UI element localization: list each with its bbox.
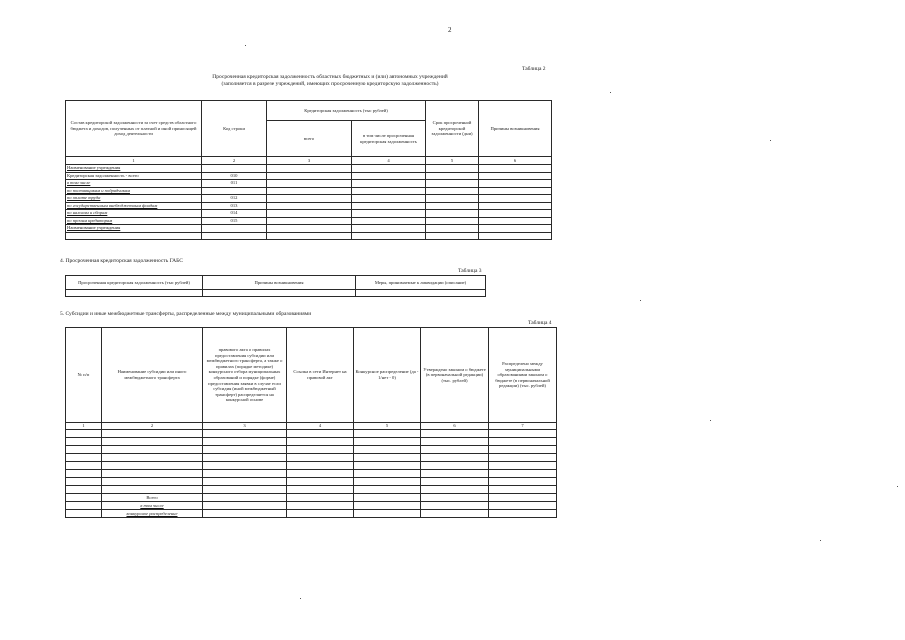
table4-cell (489, 510, 557, 518)
page-number: 2 (448, 26, 452, 34)
table2-label: Таблица 2 (522, 66, 546, 72)
table2-colnum: 2 (202, 157, 267, 165)
table4-cell (203, 430, 287, 438)
table4-cell (66, 494, 102, 502)
table4-cell (421, 486, 489, 494)
table2-cell (426, 232, 479, 240)
table2-cell (267, 202, 352, 210)
table2-row-name: в том числе (66, 180, 202, 188)
table4-cell (102, 462, 203, 470)
table2-row-name: Наименование учреждения (66, 225, 202, 233)
table2-cell (352, 187, 426, 195)
table2-cell (352, 195, 426, 203)
scan-speck (770, 140, 771, 141)
table4-cell (421, 446, 489, 454)
table2-row-name: по оплате труда (66, 195, 202, 203)
table4-cell (287, 470, 354, 478)
table2-cell (479, 187, 552, 195)
table4-summary-label: Всего (102, 494, 203, 502)
table4-row (66, 462, 557, 470)
table4-cell (287, 446, 354, 454)
table4-cell (102, 486, 203, 494)
table2-cell (426, 187, 479, 195)
table2-title (80, 74, 580, 88)
table2-row (66, 172, 552, 180)
table2-cell (479, 202, 552, 210)
table4-cell (66, 446, 102, 454)
table4-cell (489, 446, 557, 454)
table2-cell (267, 225, 352, 233)
table2-header-group: Кредиторская задолженность (тыс рублей) (267, 101, 426, 121)
table4-cell (287, 462, 354, 470)
table4-cell (66, 470, 102, 478)
table3-header-col2: Причины возникновения (203, 276, 356, 290)
table4-cell (489, 494, 557, 502)
table2-cell (352, 180, 426, 188)
table2-cell (352, 217, 426, 225)
table4-cell (354, 502, 421, 510)
table4-cell (489, 430, 557, 438)
table4-row (66, 430, 557, 438)
table4-colnum: 7 (489, 423, 557, 430)
table4-cell (354, 486, 421, 494)
table4-row (66, 478, 557, 486)
table4-cell (203, 446, 287, 454)
table4-cell (421, 510, 489, 518)
table4-cell (66, 454, 102, 462)
table4-cell (287, 502, 354, 510)
table2-row-code: 012 (202, 195, 267, 203)
table2-cell (267, 187, 352, 195)
table2-cell (267, 180, 352, 188)
table2-colnum: 1 (66, 157, 202, 165)
table4-summary-row (66, 494, 557, 502)
table4-cell (421, 470, 489, 478)
table4-row (66, 438, 557, 446)
table2-header-col2: Код строки (202, 101, 267, 157)
table4-cell (203, 502, 287, 510)
table4-cell (421, 438, 489, 446)
table4-summary-label: конкурсное распределение (102, 510, 203, 518)
table2-header-col6: Причины возникновения (479, 101, 552, 157)
table4-cell (421, 502, 489, 510)
table2-row-name: по поставщикам и подрядчикам (66, 187, 202, 195)
table4-cell (354, 438, 421, 446)
table2-row-code (202, 232, 267, 240)
table4-cell (287, 494, 354, 502)
table2-row-name: по налогам и сборам (66, 210, 202, 218)
table4-cell (102, 470, 203, 478)
table2-cell (267, 232, 352, 240)
table4-summary-row (66, 510, 557, 518)
table4-cell (203, 470, 287, 478)
table2-colnum: 6 (479, 157, 552, 165)
table4-cell (203, 494, 287, 502)
table4-body (66, 430, 557, 518)
table2-row (66, 187, 552, 195)
table2-cell (267, 210, 352, 218)
table2-cell (352, 165, 426, 173)
table2-cell (426, 225, 479, 233)
table4-cell (66, 430, 102, 438)
table2-cell (479, 172, 552, 180)
table4-cell (421, 430, 489, 438)
table2-cell (426, 172, 479, 180)
scan-speck (710, 420, 711, 421)
table4-summary-label: в том числе (102, 502, 203, 510)
scan-speck (897, 486, 898, 487)
table4-row (66, 446, 557, 454)
table2-row-name: Кредиторская задолженность - всего (66, 172, 202, 180)
table4-cell (66, 502, 102, 510)
table2-cell (352, 232, 426, 240)
table2-row-code (202, 187, 267, 195)
table2-cell (267, 217, 352, 225)
table2-row-code: 014 (202, 210, 267, 218)
table2-row-code (202, 165, 267, 173)
table2-cell (267, 195, 352, 203)
table4-cell (354, 462, 421, 470)
table2-row (66, 202, 552, 210)
table3-cell (66, 290, 203, 297)
table2-row (66, 225, 552, 233)
table4 (65, 327, 557, 518)
table2-colnum: 4 (352, 157, 426, 165)
table4-cell (102, 438, 203, 446)
table2-row-code: 011 (202, 180, 267, 188)
table4-colnum: 4 (287, 423, 354, 430)
section5-heading: 5. Субсидии и иные межбюджетные трансферты, распределенные между муниципальными образованиями (60, 311, 312, 317)
table2-cell (267, 172, 352, 180)
table2-row-name (66, 232, 202, 240)
table4-cell (287, 454, 354, 462)
table4-cell (287, 510, 354, 518)
table4-cell (203, 478, 287, 486)
table4-header-col3: правового акта о правилах предоставления субсидии или межбюджетного трансферта, а также о правилах (порядке методике) конкурсного отбора муниципальных образований и порядке (форме) предоставления заявки в случае если субсидия (иной межбюджетный трансферт) распределяется на конкурсной основе (203, 328, 287, 423)
table2-cell (479, 217, 552, 225)
table2-cell (479, 210, 552, 218)
table4-cell (421, 462, 489, 470)
table2-row (66, 165, 552, 173)
table4-cell (421, 494, 489, 502)
table2-header-col3: всего (267, 121, 352, 157)
scan-speck (300, 598, 301, 599)
table2-row (66, 210, 552, 218)
table2-title-line2: (заполняется в разрезе учреждений, имеющих просроченную кредиторскую задолженность) (221, 81, 439, 87)
table3-cell (203, 290, 356, 297)
table4-cell (489, 478, 557, 486)
table4-cell (66, 462, 102, 470)
table2-cell (352, 225, 426, 233)
table2-row-code: 015 (202, 217, 267, 225)
table2-colnum: 3 (267, 157, 352, 165)
scan-speck (610, 92, 611, 93)
table4-header-col2: Наименование субсидии или иного межбюджетного трансферта (102, 328, 203, 423)
table4-cell (203, 462, 287, 470)
table2-row-name: Наименование учреждения (66, 165, 202, 173)
table2-cell (426, 210, 479, 218)
table4-cell (203, 510, 287, 518)
table4-cell (102, 454, 203, 462)
table2-cell (479, 165, 552, 173)
table4-cell (489, 438, 557, 446)
table2-row (66, 195, 552, 203)
table4-cell (287, 430, 354, 438)
table4-cell (421, 454, 489, 462)
table4-cell (66, 438, 102, 446)
table4-summary-row (66, 502, 557, 510)
table4-cell (287, 478, 354, 486)
table2-row-name: по прочим кредиторам (66, 217, 202, 225)
table2-row (66, 217, 552, 225)
table2 (65, 100, 552, 240)
table3-header-col3: Меры, принимаемые к ликвидации (описание) (356, 276, 486, 290)
table4-cell (203, 438, 287, 446)
table4-cell (489, 454, 557, 462)
table4-colnum: 1 (66, 423, 102, 430)
table2-header-col4: в том числе просроченная кредиторская задолженность (352, 121, 426, 157)
table2-body (66, 165, 552, 240)
table2-row-code (202, 225, 267, 233)
table4-cell (489, 502, 557, 510)
table2-cell (426, 165, 479, 173)
table4-cell (102, 446, 203, 454)
table4-cell (354, 510, 421, 518)
table2-header-col5: Срок просроченной кредиторской задолженности (дни) (426, 101, 479, 157)
table4-cell (287, 438, 354, 446)
table4-cell (421, 478, 489, 486)
table4-cell (66, 510, 102, 518)
table2-cell (352, 210, 426, 218)
table4-header-col4: Ссылка в сети Интернет на правовой акт (287, 328, 354, 423)
table4-row (66, 470, 557, 478)
table4-label: Таблица 4 (528, 320, 552, 326)
table2-row-name: по государственным внебюджетным фондам (66, 202, 202, 210)
table4-header-col1: № п/п (66, 328, 102, 423)
table2-colnum: 5 (426, 157, 479, 165)
table2-cell (479, 225, 552, 233)
table2-row-code: 013 (202, 202, 267, 210)
table2-cell (352, 202, 426, 210)
table4-cell (102, 478, 203, 486)
scan-speck (245, 45, 246, 46)
table2-cell (479, 232, 552, 240)
table4-cell (354, 478, 421, 486)
table4-cell (203, 454, 287, 462)
table4-row (66, 486, 557, 494)
table4-colnum: 6 (421, 423, 489, 430)
table2-title-line1: Просроченная кредиторская задолженность областных бюджетных и (или) автономных учреждений (212, 74, 448, 80)
table4-cell (489, 470, 557, 478)
table2-cell (479, 180, 552, 188)
table4-cell (489, 486, 557, 494)
scan-speck (820, 540, 821, 541)
table4-cell (489, 462, 557, 470)
table4-header-col6: Утверждено законом о бюджете (в первоначальной редакции) (тыс. рублей) (421, 328, 489, 423)
section4-heading: 4. Просроченная кредиторская задолженность ГАБС (60, 258, 183, 264)
table4-colnum: 2 (102, 423, 203, 430)
table3-label: Таблица 3 (458, 268, 482, 274)
table4-cell (354, 454, 421, 462)
table2-cell (352, 172, 426, 180)
table2-cell (426, 180, 479, 188)
table4-colnum: 5 (354, 423, 421, 430)
scan-speck (640, 300, 641, 301)
table2-row-code: 010 (202, 172, 267, 180)
table3 (65, 275, 486, 297)
table4-cell (354, 470, 421, 478)
table4-cell (354, 494, 421, 502)
table4-cell (203, 486, 287, 494)
table4-row (66, 454, 557, 462)
table4-cell (354, 446, 421, 454)
table2-cell (426, 195, 479, 203)
table4-header-col7: Распределено между муниципальными образованиями законом о бюджете (в первоначальной редакции) (тыс. рублей) (489, 328, 557, 423)
table3-cell (356, 290, 486, 297)
table2-cell (479, 195, 552, 203)
table4-cell (354, 430, 421, 438)
table2-cell (267, 165, 352, 173)
table2-header-col1: Состав кредиторской задолженности за счет средств областного бюджета и доходов, полученных от платной и иной приносящей доход деятельности (66, 101, 202, 157)
table4-cell (287, 486, 354, 494)
table2-cell (426, 217, 479, 225)
table2-row (66, 232, 552, 240)
table4-header-col5: Конкурсное распределение (да - 1/нет - 0) (354, 328, 421, 423)
table2-cell (426, 202, 479, 210)
table2-row (66, 180, 552, 188)
table4-cell (66, 478, 102, 486)
table3-header-col1: Просроченная кредиторская задолженность (тыс рублей) (66, 276, 203, 290)
table4-cell (66, 486, 102, 494)
table4-colnum: 3 (203, 423, 287, 430)
table4-cell (102, 430, 203, 438)
